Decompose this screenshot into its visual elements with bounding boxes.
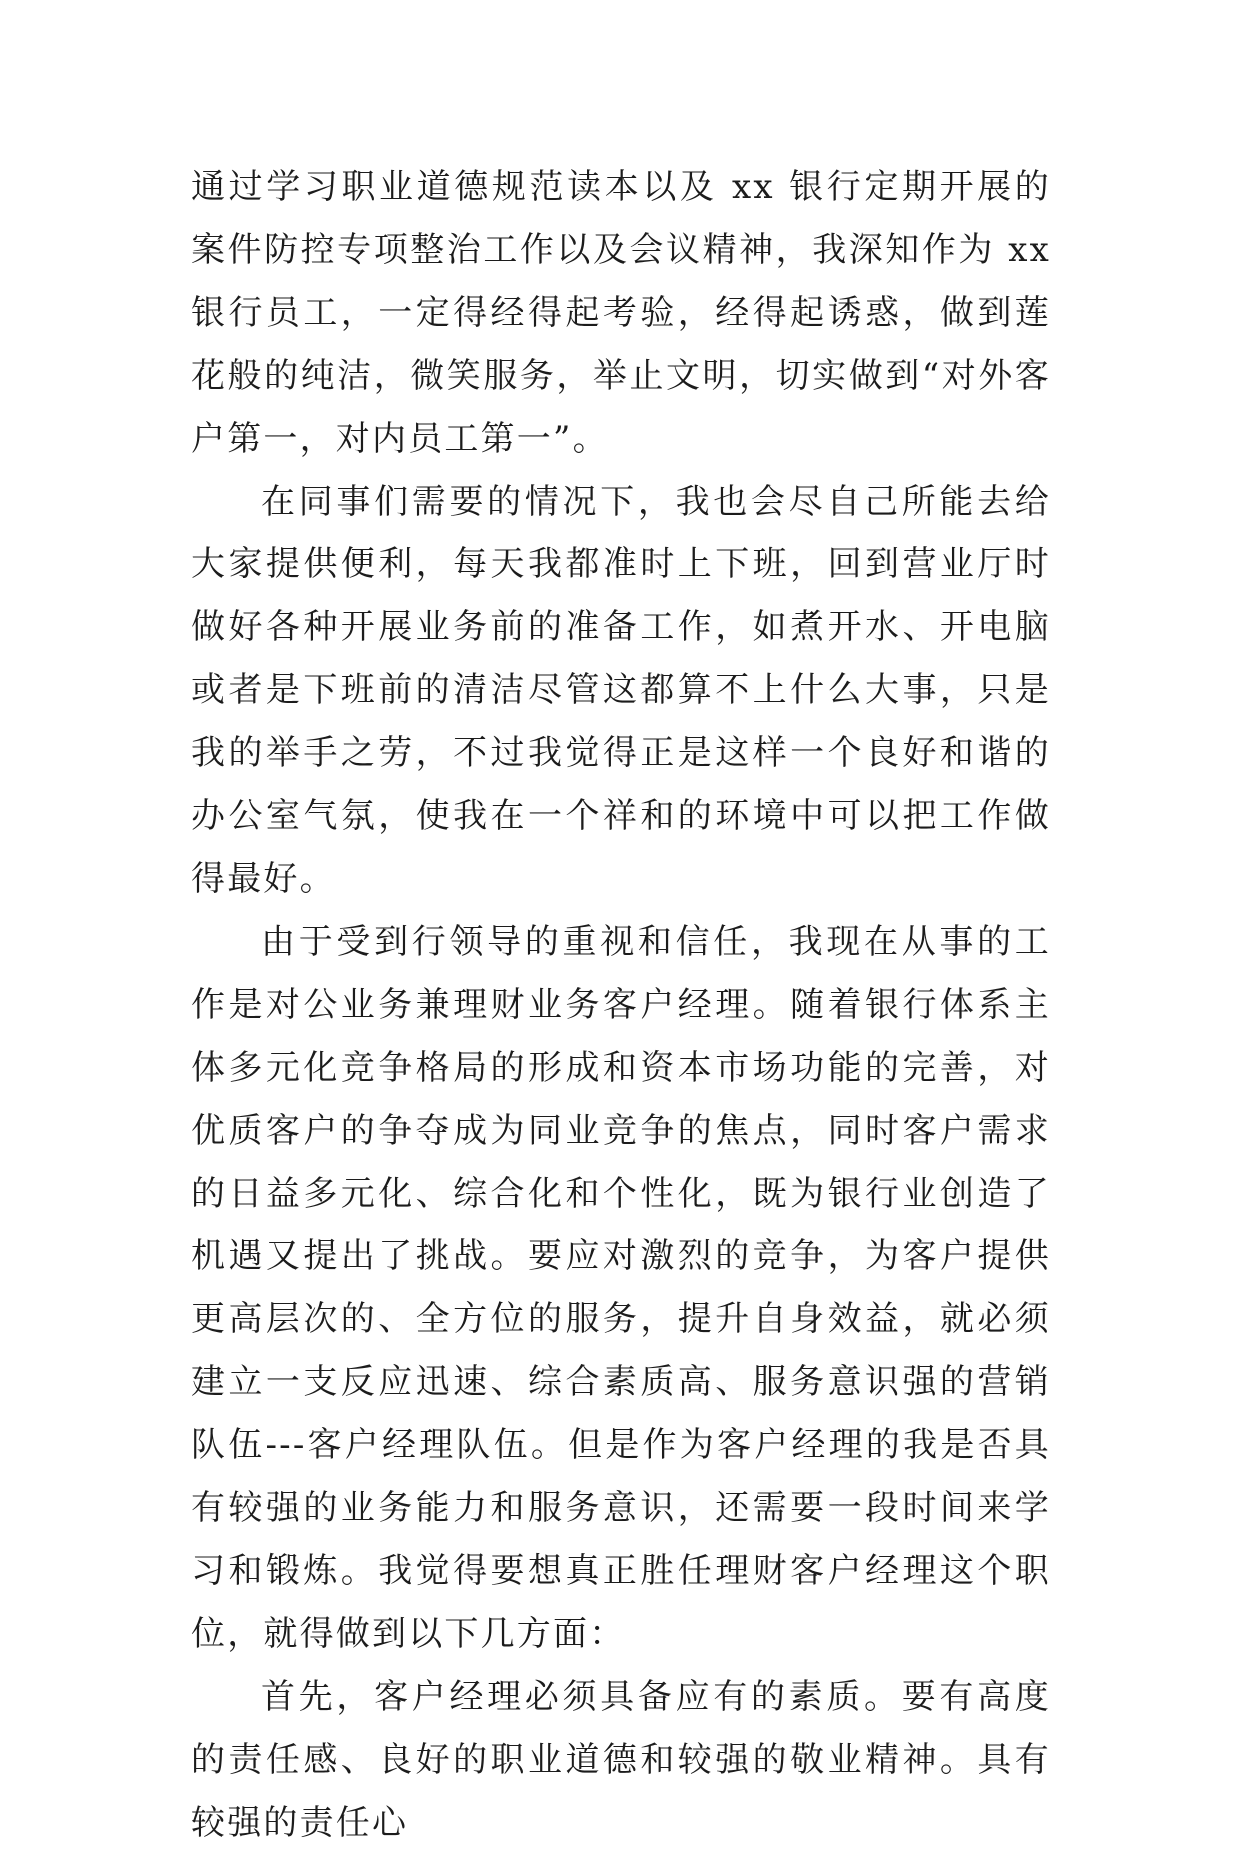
paragraph-1: 通过学习职业道德规范读本以及 xx 银行定期开展的案件防控专项整治工作以及会议精神，我深知作为 xx 银行员工，一定得经得起考验，经得起诱惑，做到莲花般的纯洁，微笑服务，举止文明，切实做到“对外客户第一，对内员工第一”。: [191, 167, 1051, 459]
document-body: [191, 156, 1051, 1854]
paragraph-2: 在同事们需要的情况下，我也会尽自己所能去给大家提供便利，每天我都准时上下班，回到营业厅时做好各种开展业务前的准备工作，如煮开水、开电脑或者是下班前的清洁尽管这都算不上什么大事，只是我的举手之劳，不过我觉得正是这样一个良好和谐的办公室气氛，使我在一个祥和的环境中可以把工作做得最好。: [191, 481, 1051, 899]
paragraph-4: 首先，客户经理必须具备应有的素质。要有高度的责任感、良好的职业道德和较强的敬业精神。具有较强的责任心: [191, 1676, 1051, 1843]
paragraph-3: 由于受到行领导的重视和信任，我现在从事的工作是对公业务兼理财业务客户经理。随着银行体系主体多元化竞争格局的形成和资本市场功能的完善，对优质客户的争夺成为同业竞争的焦点，同时客户需求的日益多元化、综合化和个性化，既为银行业创造了机遇又提出了挑战。要应对激烈的竞争，为客户提供更高层次的、全方位的服务，提升自身效益，就必须建立一支反应迅速、综合素质高、服务意识强的营销队伍---客户经理队伍。但是作为客户经理的我是否具有较强的业务能力和服务意识，还需要一段时间来学习和锻炼。我觉得要想真正胜任理财客户经理这个职位，就得做到以下几方面：: [191, 921, 1051, 1654]
